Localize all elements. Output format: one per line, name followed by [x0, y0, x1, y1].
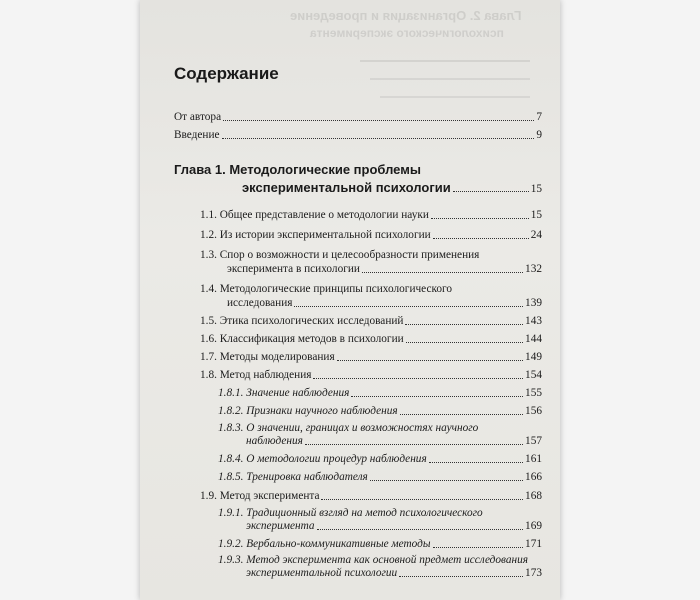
toc-page-number: 173 — [525, 567, 542, 579]
toc-entry-1-8-4[interactable] — [218, 452, 542, 466]
toc-entry-1-2[interactable] — [200, 228, 542, 242]
leader-dots — [370, 480, 523, 481]
leader-dots — [362, 272, 523, 273]
toc-entry-1-8-1[interactable] — [218, 386, 542, 400]
toc-entry-1-8-3[interactable] — [246, 434, 542, 448]
toc-entry-1-8-3-line1[interactable]: 1.8.3. О значении, границах и возможностях научного — [218, 422, 479, 434]
chapter-heading-line2: экспериментальной психологии — [242, 180, 451, 195]
bleed-line — [360, 60, 530, 62]
toc-page-number: 7 — [536, 111, 542, 123]
toc-entry-intro[interactable] — [174, 128, 542, 142]
toc-entry-1-8-5[interactable] — [218, 470, 542, 484]
leader-dots — [313, 378, 523, 379]
toc-entry-1-7[interactable] — [200, 350, 542, 364]
toc-page-number: 166 — [525, 471, 542, 483]
toc-entry-1-4[interactable] — [227, 296, 542, 310]
page-title: Содержание — [174, 64, 279, 83]
toc-entry-label: 1.5. Этика психологических исследований — [200, 315, 404, 327]
toc-entry-label: 1.9. Метод эксперимента — [200, 490, 320, 502]
book-page — [140, 0, 560, 600]
toc-page-number: 168 — [525, 490, 542, 502]
bleed-heading-1: Глава 2. Организация и проведение — [290, 8, 522, 23]
toc-page-number: 24 — [530, 229, 542, 241]
toc-page-number: 156 — [525, 405, 542, 417]
toc-entry-label: Введение — [174, 129, 220, 141]
leader-dots — [305, 444, 523, 445]
toc-page-number: 143 — [525, 315, 542, 327]
toc-page-number: 169 — [525, 520, 542, 532]
toc-entry-label: 1.2. Из истории экспериментальной психологии — [200, 229, 431, 241]
toc-page-number: 155 — [525, 387, 542, 399]
leader-dots — [294, 306, 523, 307]
toc-page-number: 144 — [525, 333, 542, 345]
leader-dots — [399, 576, 523, 577]
leader-dots — [317, 529, 523, 530]
toc-entry-label: 1.7. Методы моделирования — [200, 351, 335, 363]
toc-page-number: 161 — [525, 453, 542, 465]
toc-page-number: 9 — [536, 129, 542, 141]
toc-entry-label: 1.6. Классификация методов в психологии — [200, 333, 404, 345]
leader-dots — [337, 360, 523, 361]
toc-page-number: 171 — [525, 538, 542, 550]
toc-page-number: 154 — [525, 369, 542, 381]
bleed-line — [380, 96, 530, 98]
toc-entry-label: 1.8.5. Тренировка наблюдателя — [218, 471, 368, 483]
toc-entry-1-3-line1[interactable]: 1.3. Спор о возможности и целесообразности применения — [200, 249, 480, 261]
leader-dots — [433, 547, 524, 548]
bleed-heading-2: психологического эксперимента — [310, 26, 504, 40]
toc-entry-label: исследования — [227, 297, 293, 309]
leader-dots — [400, 414, 523, 415]
toc-entry-1-5[interactable] — [200, 314, 542, 328]
leader-dots — [321, 499, 523, 500]
toc-entry-1-9[interactable] — [200, 489, 542, 503]
toc-entry-label: наблюдения — [246, 435, 303, 447]
toc-entry-1-9-1[interactable] — [246, 519, 542, 533]
toc-entry-label: эксперимента — [246, 520, 315, 532]
toc-entry-label: 1.8. Метод наблюдения — [200, 369, 312, 381]
bleed-line — [370, 78, 530, 80]
toc-entry-1-9-3[interactable] — [246, 566, 542, 580]
toc-entry-1-4-line1[interactable]: 1.4. Методологические принципы психологического — [200, 283, 453, 295]
toc-entry-1-8-2[interactable] — [218, 404, 542, 418]
toc-entry-label: эксперимента в психологии — [227, 263, 360, 275]
toc-entry-1-3[interactable] — [227, 262, 542, 276]
toc-entry-label: 1.1. Общее представление о методологии науки — [200, 209, 429, 221]
leader-dots — [351, 396, 523, 397]
leader-dots — [453, 191, 529, 192]
toc-entry-label: экспериментальной психологии — [246, 567, 398, 579]
toc-entry-1-9-1-line1[interactable]: 1.9.1. Традиционный взгляд на метод психологического — [218, 507, 483, 519]
toc-entry-1-6[interactable] — [200, 332, 542, 346]
toc-entry-1-9-3-line1[interactable]: 1.9.3. Метод эксперимента как основной предмет исследования — [218, 554, 529, 566]
toc-entry-1-8[interactable] — [200, 368, 542, 382]
leader-dots — [222, 138, 535, 139]
toc-page-number: 149 — [525, 351, 542, 363]
leader-dots — [406, 342, 523, 343]
toc-page-number: 15 — [530, 209, 542, 221]
toc-entry-label: От автора — [174, 111, 222, 123]
chapter-heading-line1: Глава 1. Методологические проблемы — [174, 162, 421, 177]
leader-dots — [429, 462, 523, 463]
toc-entry-label: 1.8.1. Значение наблюдения — [218, 387, 350, 399]
leader-dots — [405, 324, 523, 325]
toc-page-number: 15 — [530, 183, 542, 195]
leader-dots — [433, 238, 529, 239]
leader-dots — [431, 218, 529, 219]
toc-entry-1-1[interactable] — [200, 208, 542, 222]
toc-page-number: 157 — [525, 435, 542, 447]
toc-entry-label: 1.8.4. О методологии процедур наблюдения — [218, 453, 427, 465]
chapter-heading-row[interactable] — [242, 180, 542, 195]
toc-entry-label: 1.8.2. Признаки научного наблюдения — [218, 405, 398, 417]
toc-entry-author[interactable] — [174, 110, 542, 124]
toc-page-number: 139 — [525, 297, 542, 309]
toc-page-number: 132 — [525, 263, 542, 275]
leader-dots — [223, 120, 534, 121]
toc-entry-label: 1.9.2. Вербально-коммуникативные методы — [218, 538, 431, 550]
toc-entry-1-9-2[interactable] — [218, 537, 542, 551]
